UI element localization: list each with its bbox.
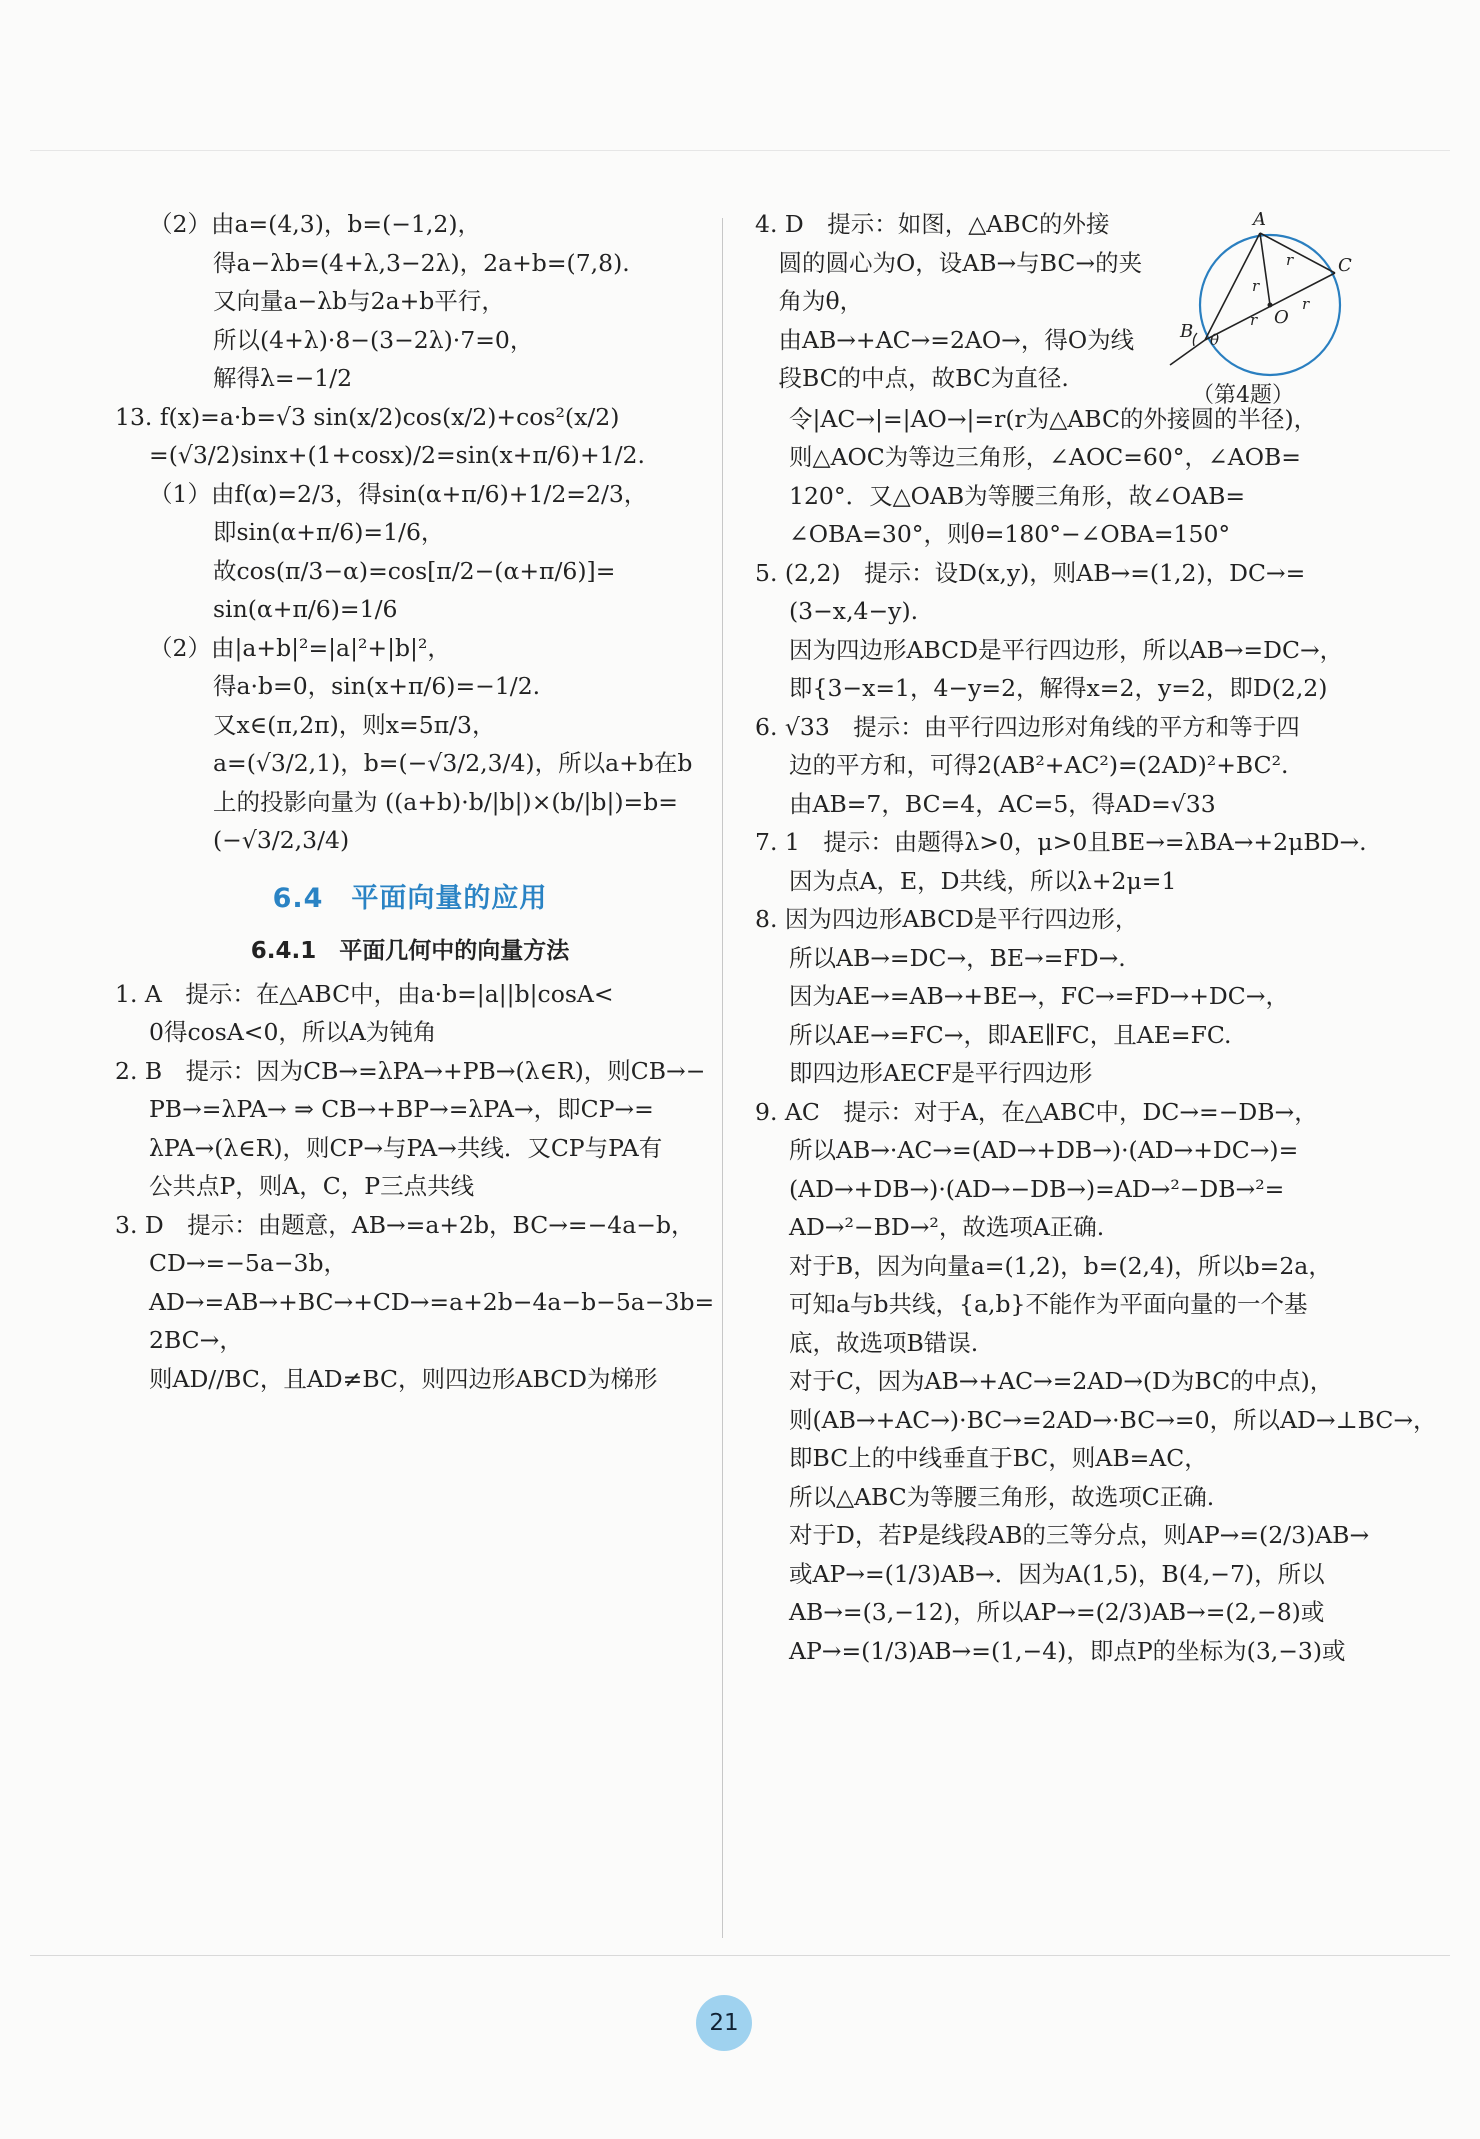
text-line: 所以AB→·AC→=(AD→+DB→)·(AD→+DC→)= [789, 1136, 1299, 1164]
center-dot [1268, 303, 1273, 308]
text-line: （2）由a=(4,3)，b=(−1,2)， [149, 210, 481, 238]
text-line: 1. A 提示：在△ABC中，由a·b=|a||b|cosA< [115, 979, 614, 1008]
text-line: 则(AB→+AC→)·BC→=2AD→·BC→=0，所以AD→⊥BC→， [789, 1405, 1437, 1434]
text-line: (−√3/2,3/4) [213, 826, 350, 854]
text-line: 因为四边形ABCD是平行四边形，所以AB→=DC→， [789, 635, 1344, 664]
segment-ao [1260, 233, 1270, 305]
text-line: AB→=(3,−12)，所以AP→=(2/3)AB→=(2,−8)或 [789, 1598, 1325, 1626]
text-line: （1）由f(α)=2/3，得sin(α+π/6)+1/2=2/3， [149, 479, 648, 508]
label-b: B [1180, 321, 1194, 342]
text-line: 9. AC 提示：对于A，在△ABC中，DC→=−DB→， [755, 1097, 1318, 1126]
text-line: 即四边形AECF是平行四边形 [789, 1059, 1093, 1087]
text-line: 2. B 提示：因为CB→=λPA→+PB→(λ∈R)，则CB→− [115, 1056, 706, 1085]
text-line: 或AP→=(1/3)AB→．因为A(1,5)，B(4,−7)，所以 [789, 1559, 1325, 1588]
figure-caption: （第4题） [1192, 383, 1294, 408]
label-o: O [1274, 307, 1289, 328]
text-line: 所以(4+λ)·8−(3−2λ)·7=0， [213, 325, 534, 354]
text-line: 120°．又△OAB为等腰三角形，故∠OAB= [789, 481, 1246, 510]
text-line: 7. 1 提示：由题得λ>0，μ>0且BE→=λBA→+2μBD→. [755, 828, 1367, 856]
label-a: A [1253, 209, 1266, 230]
page-number: 21 [696, 1995, 752, 2051]
text-line: PB→=λPA→ ⇒ CB→+BP→=λPA→，即CP→= [149, 1095, 654, 1123]
text-line: 边的平方和，可得2(AB²+AC²)=(2AD)²+BC². [789, 751, 1289, 779]
text-line: AD→=AB→+BC→+CD→=a+2b−4a−b−5a−3b= [149, 1287, 715, 1316]
left-lines-a [115, 205, 705, 860]
text-line: 则△AOC为等边三角形，∠AOC=60°，∠AOB= [789, 443, 1301, 471]
text-line: 上的投影向量为 ((a+b)·b/|b|)×(b/|b|)=b= [213, 787, 678, 816]
text-line: AD→²−BD→²，故选项A正确. [789, 1213, 1105, 1241]
text-line: 0得cosA<0，所以A为钝角 [149, 1018, 437, 1046]
text-line: 圆的圆心为O，设AB→与BC→的夹 [755, 248, 1143, 277]
text-line: 底，故选项B错误. [789, 1328, 979, 1357]
text-line: 故cos(π/3−α)=cos[π/2−(α+π/6)]= [213, 556, 616, 585]
text-line: AP→=(1/3)AB→=(1,−4)，即点P的坐标为(3,−3)或 [789, 1636, 1346, 1665]
text-line: 角为θ， [755, 287, 864, 315]
text-line: CD→=−5a−3b， [149, 1249, 348, 1277]
text-line: 又向量a−λb与2a+b平行， [213, 287, 505, 315]
text-line: 解得λ=−1/2 [213, 364, 353, 392]
text-line: 令|AC→|=|AO→|=r(r为△ABC的外接圆的半径)， [789, 404, 1318, 433]
text-line: (3−x,4−y). [789, 597, 919, 625]
text-line: 所以AB→=DC→，BE→=FD→. [789, 943, 1126, 972]
text-line: （2）由|a+b|²=|a|²+|b|²， [149, 633, 451, 662]
text-line: 公共点P，则A，C，P三点共线 [149, 1172, 475, 1200]
text-line: (AD→+DB→)·(AD→−DB→)=AD→²−DB→²= [789, 1174, 1285, 1203]
text-line: 13. f(x)=a·b=√3 sin(x/2)cos(x/2)+cos²(x/2) [115, 402, 620, 431]
text-line: a=(√3/2,1)，b=(−√3/2,3/4)，所以a+b在b [213, 749, 693, 777]
text-line: 即BC上的中线垂直于BC，则AB=AC， [789, 1444, 1208, 1472]
text-line: 4. D 提示：如图，△ABC的外接 [755, 210, 1110, 238]
text-line: 对于B，因为向量a=(1,2)，b=(2,4)，所以b=2a， [789, 1251, 1332, 1280]
label-r2: r [1252, 277, 1260, 295]
text-line: 因为AE→=AB→+BE→，FC→=FD→+DC→， [789, 982, 1289, 1010]
text-line: 5. (2,2) 提示：设D(x,y)，则AB→=(1,2)，DC→= [755, 558, 1306, 587]
right-lines-top [755, 205, 1155, 398]
text-line: 又x∈(π,2π)，则x=5π/3， [213, 710, 496, 739]
left-column [115, 205, 715, 1398]
text-line: λPA→(λ∈R)，则CP→与PA→共线．又CP与PA有 [149, 1133, 663, 1162]
label-r1: r [1286, 251, 1294, 269]
text-line: 由AB=7，BC=4，AC=5，得AD=√33 [789, 789, 1216, 818]
text-line: =(√3/2)sinx+(1+cosx)/2=sin(x+π/6)+1/2. [149, 441, 645, 469]
text-line: 得a−λb=(4+λ,3−2λ)，2a+b=(7,8). [213, 248, 630, 277]
column-divider [722, 218, 723, 1938]
text-line: 对于D，若P是线段AB的三等分点，则AP→=(2/3)AB→ [789, 1521, 1370, 1549]
label-c: C [1338, 255, 1352, 276]
right-column [755, 205, 1437, 1670]
text-line: 所以AE→=FC→，即AE∥FC，且AE=FC. [789, 1020, 1232, 1049]
extension-line [1170, 340, 1205, 365]
text-line: 2BC→， [149, 1326, 243, 1354]
subsection-title: 6.4.1 平面几何中的向量方法 [250, 938, 570, 964]
right-lines-main [755, 400, 1437, 1671]
text-line: 8. 因为四边形ABCD是平行四边形， [755, 905, 1139, 933]
text-line: 6. √33 提示：由平行四边形对角线的平方和等于四 [755, 712, 1300, 741]
label-r3: r [1250, 311, 1258, 329]
text-line: 所以△ABC为等腰三角形，故选项C正确. [789, 1482, 1215, 1511]
theta-arc [1193, 333, 1197, 346]
text-line: 即sin(α+π/6)=1/6， [213, 518, 445, 546]
text-line: ∠OBA=30°，则θ=180°−∠OBA=150° [789, 520, 1231, 548]
text-line: 3. D 提示：由题意，AB→=a+2b，BC→=−4a−b， [115, 1210, 695, 1239]
text-line: 因为点A，E，D共线，所以λ+2μ=1 [789, 866, 1177, 895]
text-line: 得a·b=0，sin(x+π/6)=−1/2. [213, 672, 541, 700]
text-line: sin(α+π/6)=1/6 [213, 595, 398, 623]
section-title: 6.4 平面向量的应用 [272, 882, 548, 914]
left-lines-b [115, 975, 715, 1399]
text-line: 段BC的中点，故BC为直径. [755, 364, 1069, 392]
label-r4: r [1302, 295, 1310, 313]
text-line: 由AB→+AC→=2AO→，得O为线 [755, 325, 1135, 354]
label-theta: θ [1210, 331, 1220, 349]
text-line: 对于C，因为AB→+AC→=2AD→(D为BC的中点)， [789, 1367, 1334, 1395]
text-line: 则AD//BC，且AD≠BC，则四边形ABCD为梯形 [149, 1364, 658, 1393]
segment-ac [1260, 233, 1335, 273]
bottom-rule [30, 1955, 1450, 1956]
top-rule [30, 150, 1450, 151]
text-line: 即{3−x=1，4−y=2，解得x=2，y=2，即D(2,2) [789, 674, 1328, 702]
text-line: 可知a与b共线，{a,b}不能作为平面向量的一个基 [789, 1290, 1308, 1318]
